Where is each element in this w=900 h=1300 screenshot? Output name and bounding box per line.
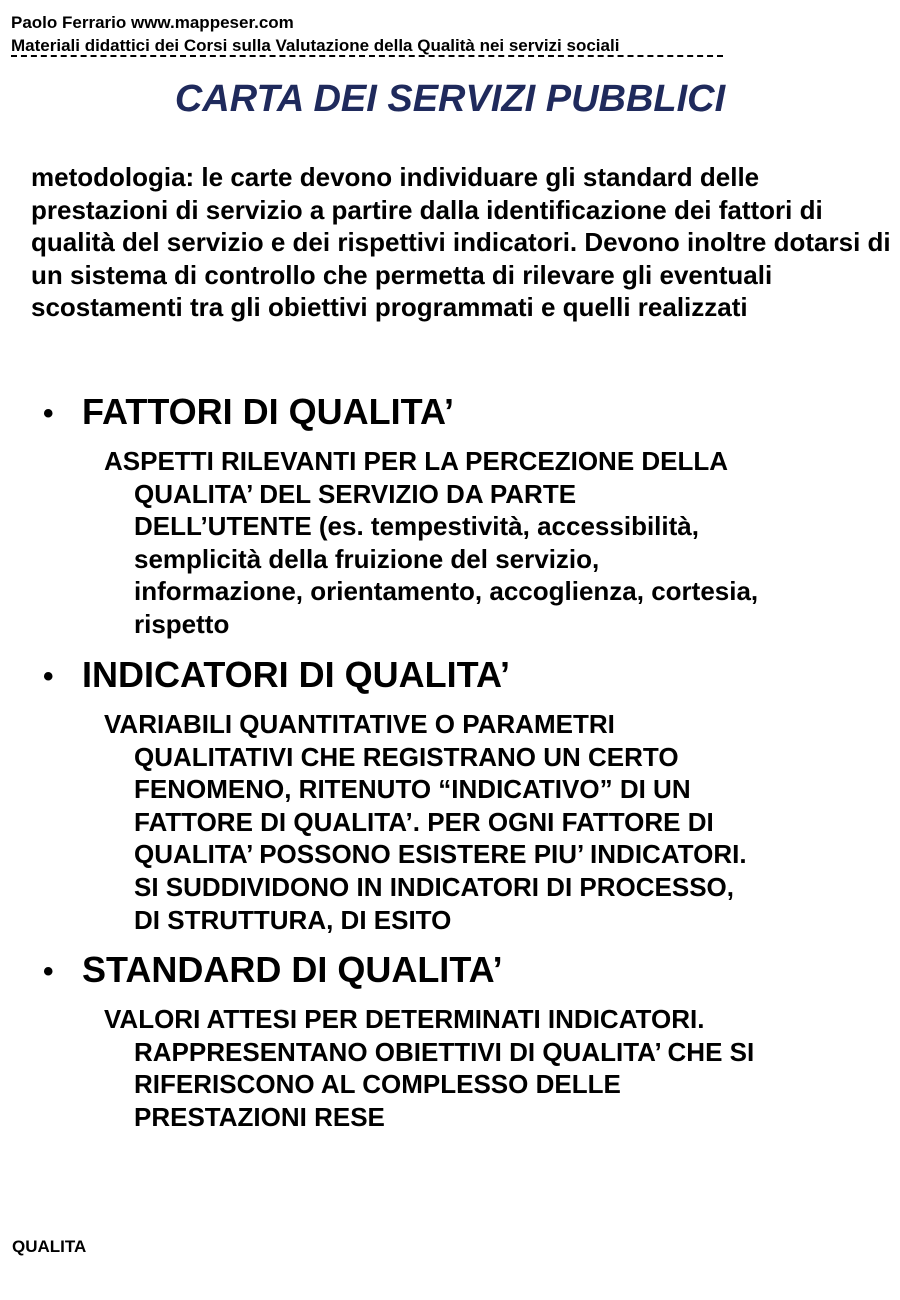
section-heading: INDICATORI DI QUALITA’	[82, 654, 510, 695]
description-line: rispetto	[134, 608, 230, 639]
description-line: RAPPRESENTANO OBIETTIVI DI QUALITA’ CHE SI	[134, 1036, 755, 1067]
section-heading: STANDARD DI QUALITA’	[82, 949, 503, 990]
footer-label: QUALITA	[12, 1237, 87, 1256]
description-line: QUALITA’ POSSONO ESISTERE PIU’ INDICATORI.	[134, 839, 747, 870]
description-line: PRESTAZIONI RESE	[134, 1101, 385, 1132]
description-line: QUALITATIVI CHE REGISTRANO UN CERTO	[134, 741, 679, 772]
description-line: SI SUDDIVIDONO IN INDICATORI DI PROCESSO,	[134, 871, 734, 902]
section-description	[104, 708, 874, 936]
description-line: FENOMENO, RITENUTO “INDICATIVO” DI UN	[134, 774, 691, 805]
description-line: VARIABILI QUANTITATIVE O PARAMETRI	[104, 709, 615, 739]
description-line: RIFERISCONO AL COMPLESSO DELLE	[134, 1069, 621, 1100]
page-title: CARTA DEI SERVIZI PUBBLICI	[174, 78, 726, 120]
description-line: DELL’UTENTE (es. tempestività, accessibilità,	[134, 511, 699, 542]
section-description	[104, 1003, 874, 1133]
bullet-icon: •	[43, 397, 54, 430]
intro-paragraph: metodologia: le carte devono individuare gli standard delle prestazioni di servizio a partire dalla identificazione dei fattori di qualità del servizio e dei rispettivi indicatori. Devono inoltre dotarsi di un sistema di controllo che permetta di rilevare gli eventuali scostamenti tra gli obiettivi programmati e quelli realizzati	[31, 162, 891, 322]
description-line: VALORI ATTESI PER DETERMINATI INDICATORI.	[104, 1004, 705, 1034]
bullet-icon: •	[43, 955, 54, 988]
description-line: QUALITA’ DEL SERVIZIO DA PARTE	[134, 478, 577, 509]
description-line: DI STRUTTURA, DI ESITO	[134, 904, 452, 935]
description-line: ASPETTI RILEVANTI PER LA PERCEZIONE DELLA	[104, 446, 729, 476]
description-line: FATTORE DI QUALITA’. PER OGNI FATTORE DI	[134, 806, 714, 837]
description-line: semplicità della fruizione del servizio,	[134, 543, 600, 574]
description-line: informazione, orientamento, accoglienza, cortesia,	[134, 576, 759, 607]
bullet-icon: •	[43, 660, 54, 693]
section-heading: FATTORI DI QUALITA’	[82, 391, 454, 432]
header-subtitle: Materiali didattici dei Corsi sulla Valutazione della Qualità nei servizi sociali	[11, 36, 620, 55]
header-divider	[11, 55, 723, 57]
header-author: Paolo Ferrario www.mappeser.com	[11, 13, 294, 32]
section-description	[104, 445, 874, 641]
